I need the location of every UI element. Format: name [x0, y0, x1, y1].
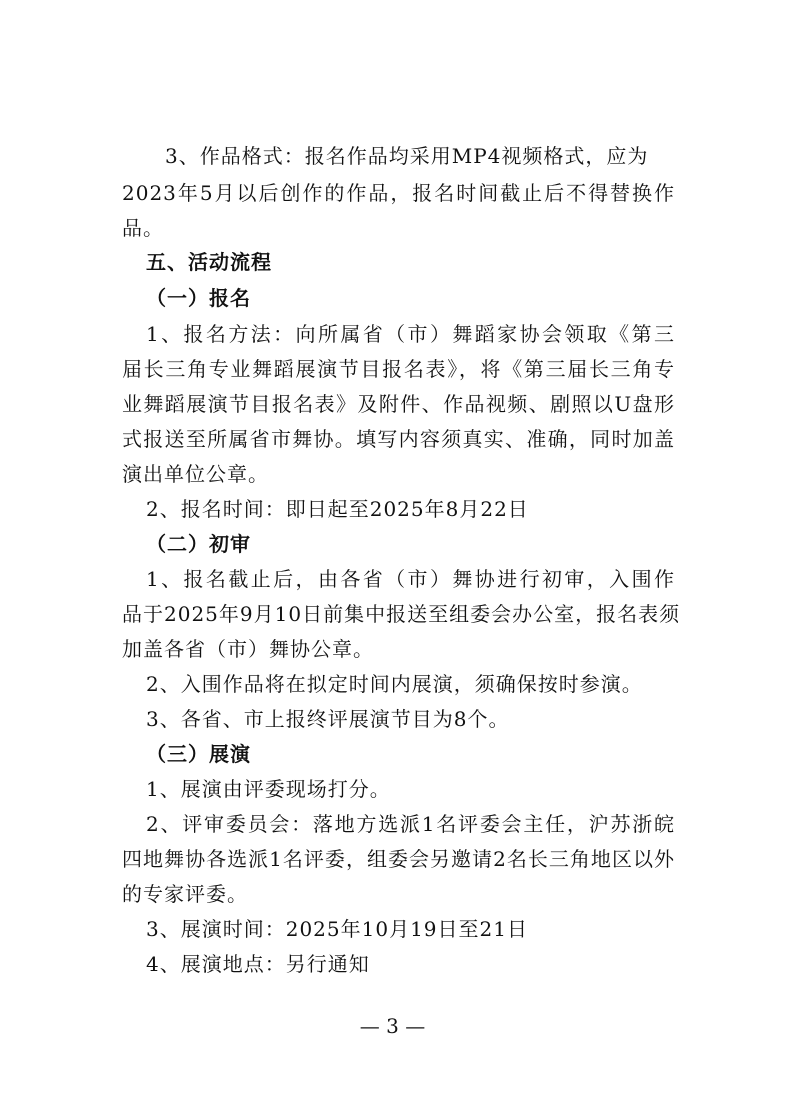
paragraph-line: 演出单位公章。 [122, 462, 269, 486]
paragraph-line: 4、展演地点：另行通知 [146, 952, 370, 976]
subsection-heading: （二）初审 [146, 532, 251, 556]
section-heading: 五、活动流程 [146, 250, 272, 274]
paragraph-line: 式报送至所属省市舞协。填写内容须真实、准确，同时加盖 [122, 427, 675, 451]
paragraph-line: 2、报名时间：即日起至2025年8月22日 [146, 497, 529, 521]
paragraph-line: 的专家评委。 [122, 882, 248, 906]
page-number: — 3 — [359, 1014, 426, 1038]
paragraph-line: 业舞蹈展演节目报名表》及附件、作品视频、剧照以U盘形 [122, 392, 675, 416]
paragraph-line: 3、作品格式：报名作品均采用MP4视频格式，应为 [165, 144, 649, 168]
paragraph-line: 1、报名截止后，由各省（市）舞协进行初审，入围作 [146, 567, 675, 591]
paragraph-line: 2、评审委员会：落地方选派1名评委会主任，沪苏浙皖 [146, 812, 675, 836]
paragraph-line: 品于2025年9月10日前集中报送至组委会办公室，报名表须 [122, 602, 681, 626]
paragraph-line: 1、报名方法：向所属省（市）舞蹈家协会领取《第三 [146, 322, 675, 346]
paragraph-line: 品。 [122, 216, 164, 240]
paragraph-line: 3、展演时间：2025年10月19日至21日 [146, 917, 528, 941]
paragraph-line: 2、入围作品将在拟定时间内展演，须确保按时参演。 [146, 672, 643, 696]
paragraph-line: 届长三角专业舞蹈展演节目报名表》，将《第三届长三角专 [122, 357, 675, 381]
paragraph-line: 3、各省、市上报终评展演节目为8个。 [146, 707, 510, 731]
paragraph-line: 2023年5月以后创作的作品，报名时间截止后不得替换作 [122, 181, 675, 205]
subsection-heading: （一）报名 [146, 286, 251, 310]
paragraph-line: 加盖各省（市）舞协公章。 [122, 637, 374, 661]
paragraph-line: 四地舞协各选派1名评委，组委会另邀请2名长三角地区以外 [122, 847, 675, 871]
subsection-heading: （三）展演 [146, 742, 251, 766]
paragraph-line: 1、展演由评委现场打分。 [146, 777, 391, 801]
